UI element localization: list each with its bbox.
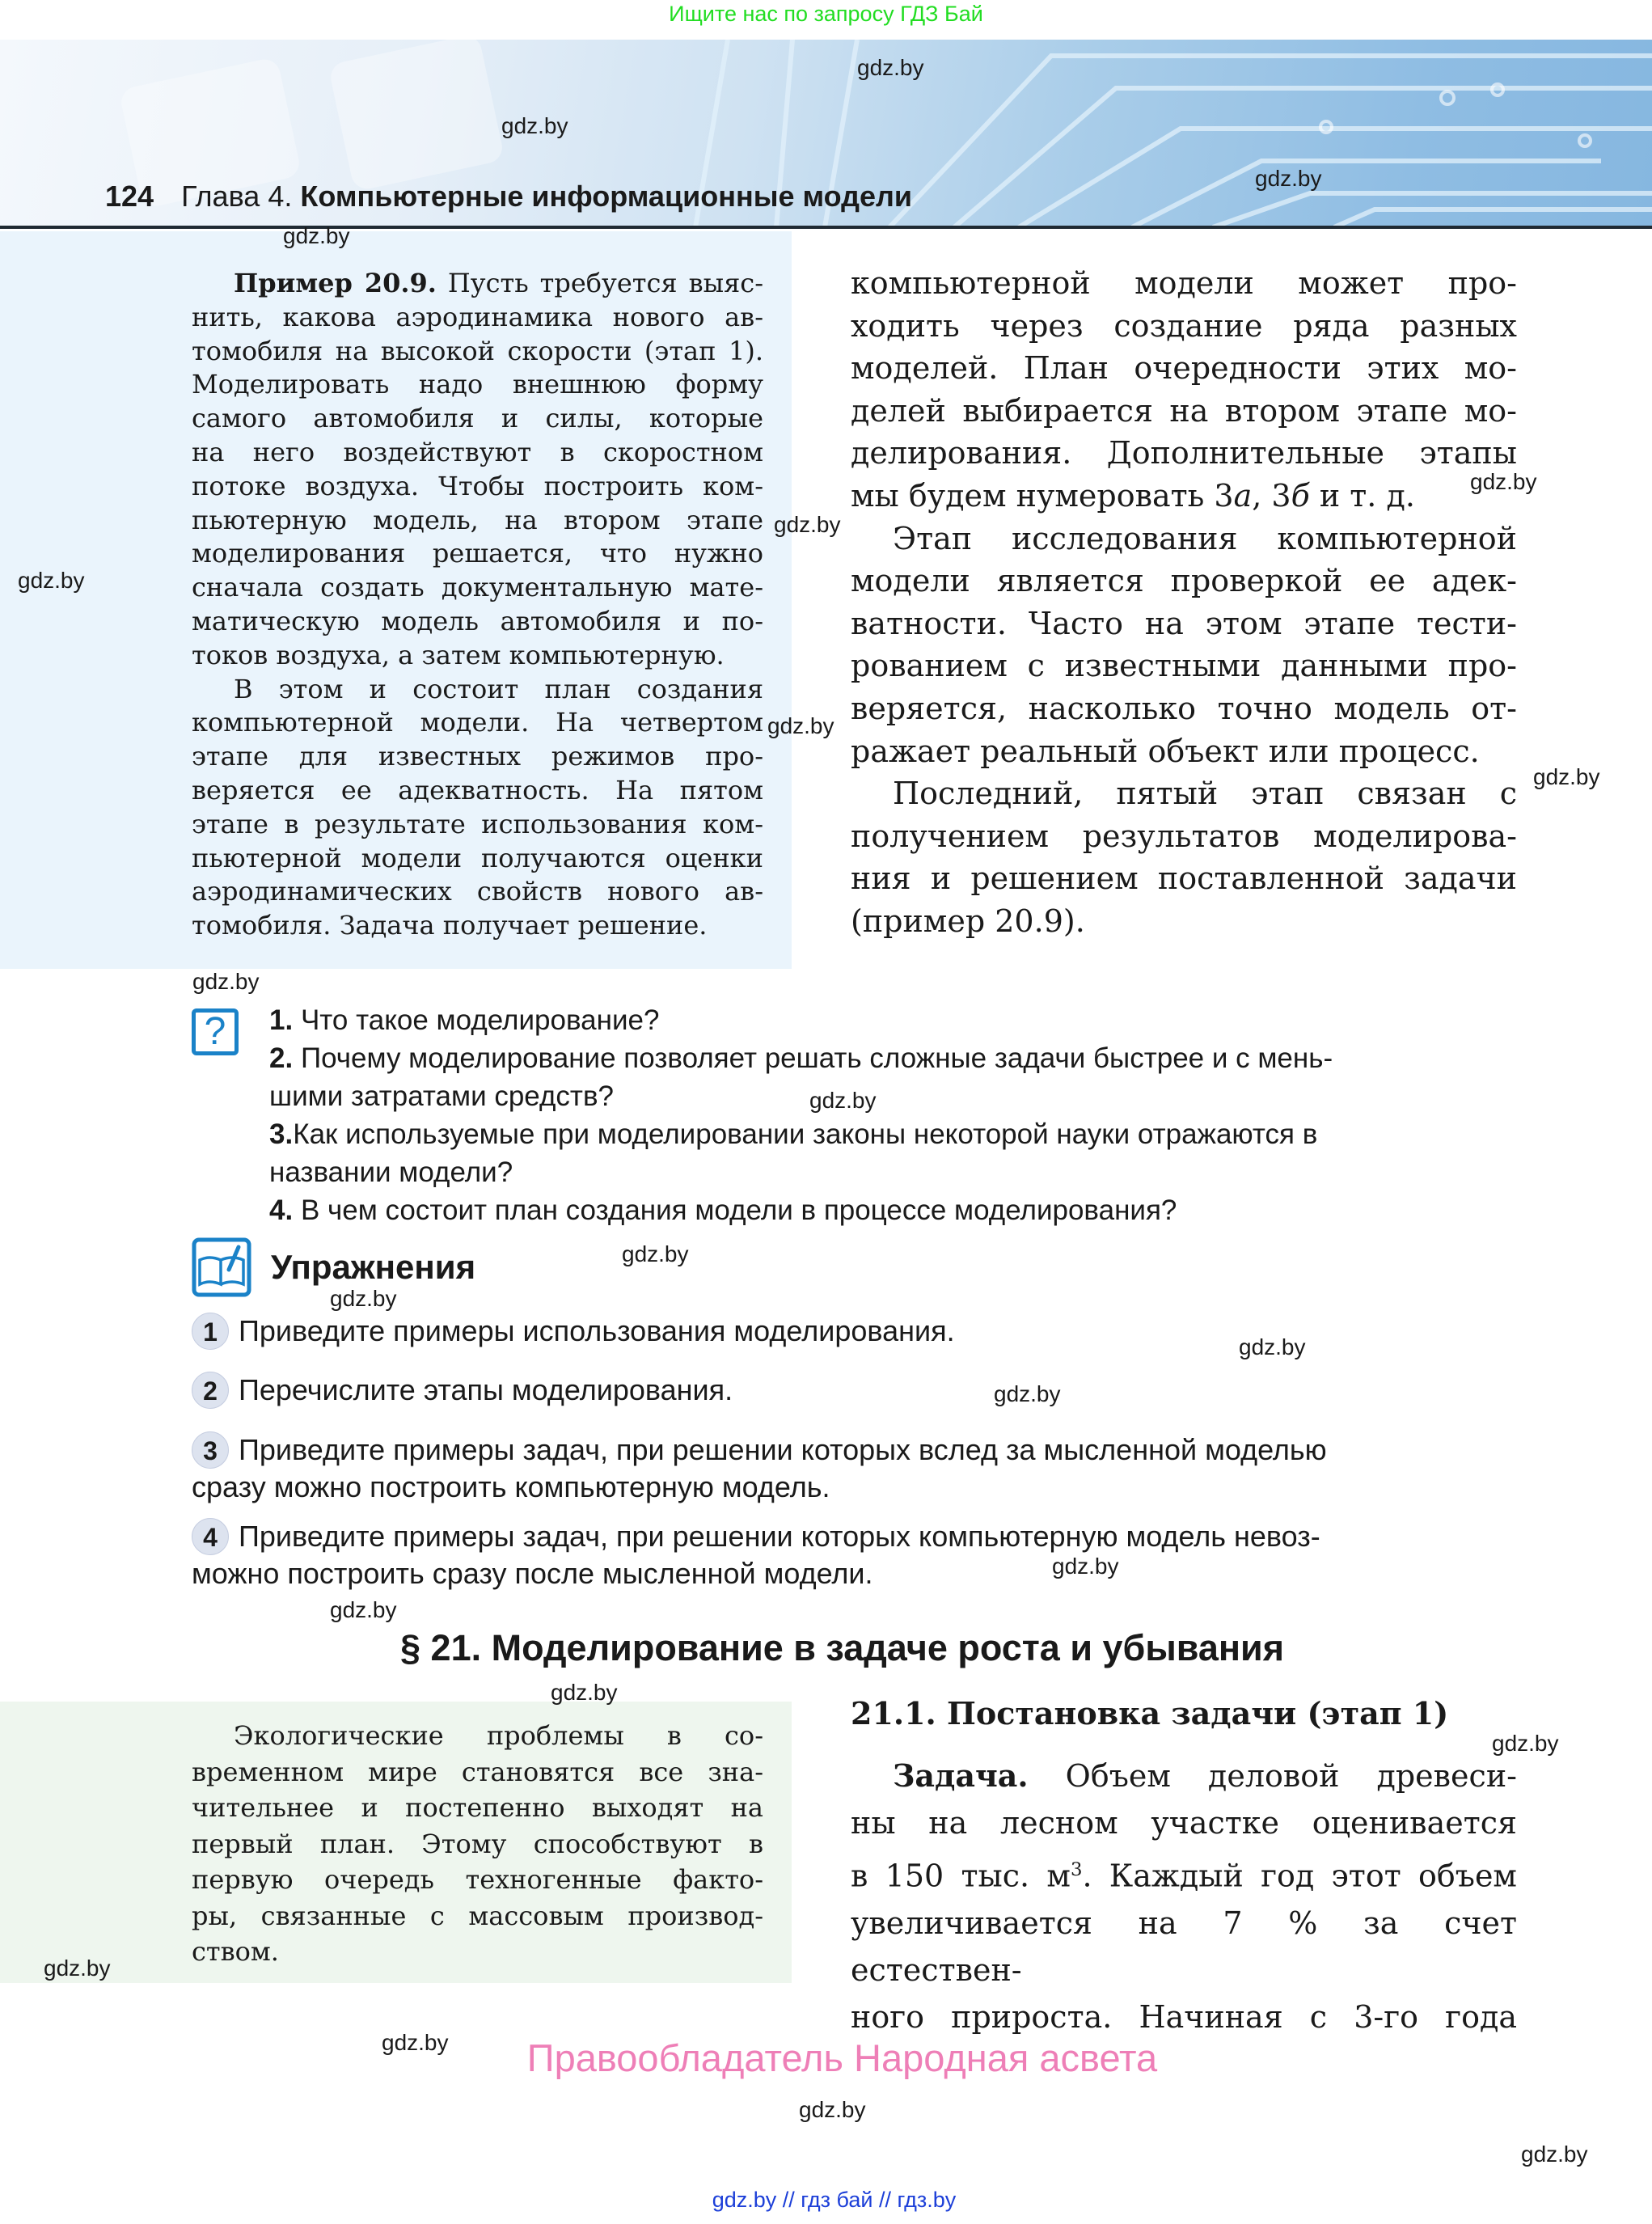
watermark: gdz.by (1533, 764, 1600, 789)
task-line: увеличивается на 7 % за счет естествен- (851, 1905, 1517, 1988)
body-line: (пример 20.9). (851, 903, 1085, 939)
exercises-title: Упражнения (271, 1248, 476, 1286)
example-label: Пример 20.9. (234, 268, 437, 298)
watermark: gdz.by (1470, 469, 1537, 494)
exercise-number-badge: 3 (192, 1431, 229, 1469)
watermark: gdz.by (1521, 2142, 1588, 2167)
task-text (851, 1753, 1517, 2040)
task-line: Задача. Объем деловой древеси- (893, 1757, 1517, 1794)
watermark: gdz.by (382, 2030, 449, 2055)
exercise-item: 2 Перечислите этапы моделирования. (192, 1372, 1519, 1409)
watermark: gdz.by (857, 55, 924, 80)
task-line: ного прироста. Начиная с 3-го года (851, 1998, 1517, 2035)
watermark: gdz.by (330, 1597, 397, 1622)
body-line: получением результатов моделирова- (851, 818, 1517, 854)
eco-line: Экологические проблемы в со- (234, 1720, 763, 1751)
exercise-item: 1 Приведите примеры использования моделирования. (192, 1313, 1519, 1350)
eco-line: ры, связанные с массовым производ- (192, 1900, 763, 1931)
header-divider (0, 226, 1652, 229)
watermark: gdz.by (809, 1088, 877, 1113)
example-line: Пример 20.9. Пусть требуется выяс- (234, 268, 763, 298)
exercise-item: 3 Приведите примеры задач, при решении которых вслед за мысленной моделью сразу можно построить компьютерную модель. (192, 1433, 1327, 1503)
question-item: 4. В чем состоит план создания модели в процессе моделирования? (269, 1194, 1177, 1226)
subsection-title: 21.1. Постановка задачи (этап 1) (851, 1695, 1449, 1731)
example-line: веряется ее адекватность. На пятом (192, 774, 763, 805)
watermark: gdz.by (192, 969, 260, 994)
example-line: компьютерной модели. На четвертом (192, 707, 763, 738)
watermark: gdz.by (1239, 1334, 1306, 1359)
copyright-notice: Правообладатель Народная асвета (526, 2036, 1158, 2079)
exercise-number-badge: 2 (192, 1372, 229, 1409)
body-line: ватности. Часто на этом этапе тести- (851, 605, 1517, 641)
watermark: gdz.by (551, 1680, 618, 1705)
review-questions (269, 1001, 1519, 1229)
watermark: gdz.by (501, 113, 568, 138)
footer-links[interactable]: gdz.by // гдз бай // гдз.by (712, 2188, 957, 2212)
example-line: пьютерную модель, на втором этапе (192, 504, 763, 535)
example-line: В этом и состоит план создания (234, 673, 763, 704)
eco-line: временном мире становятся все зна- (192, 1756, 763, 1787)
example-line: этапе в результате использования ком- (192, 808, 763, 839)
example-20-9-text (192, 267, 763, 943)
example-line: самого автомобиля и силы, которые (192, 403, 763, 434)
top-ad-link[interactable]: Ищите нас по запросу ГДЗ Бай (669, 2, 983, 26)
body-line: делей выбирается на втором этапе мо- (851, 392, 1517, 429)
body-line: ния и решением поставленной задачи (851, 860, 1517, 897)
example-line: сначала создать документальную мате- (192, 572, 763, 603)
body-line: делирования. Дополнительные этапы (851, 435, 1517, 471)
exercise-item: 4 Приведите примеры задач, при решении которых компьютерную модель невоз- можно построить сразу после мысленной модели. (192, 1520, 1320, 1590)
watermark: gdz.by (44, 1956, 111, 1981)
eco-line: первый план. Этому способствуют в (192, 1828, 763, 1859)
example-line: этапе для известных режимов про- (192, 741, 763, 772)
example-line: пьютерной модели получаются оценки (192, 842, 763, 873)
watermark: gdz.by (1255, 166, 1322, 191)
eco-intro-text (192, 1718, 763, 1970)
right-column-text (851, 262, 1517, 943)
question-icon: ? (192, 1008, 239, 1055)
example-line: томобиля. Задача получает решение. (192, 910, 708, 941)
eco-line: чительнее и постепенно выходят на (192, 1792, 763, 1823)
body-line: мы будем нумеровать 3а, 3б и т. д. (851, 477, 1415, 514)
watermark: gdz.by (799, 2097, 866, 2122)
page-number: 124 (105, 180, 154, 213)
body-line: ходить через создание ряда разных (851, 307, 1517, 344)
body-line: веряется, насколько точно модель от- (851, 690, 1517, 726)
example-line: токов воздуха, а затем компьютерную. (192, 639, 725, 670)
watermark: gdz.by (622, 1241, 689, 1266)
watermark: gdz.by (283, 223, 350, 248)
body-line: Последний, пятый этап связан с (893, 776, 1517, 812)
question-item: 2. Почему моделирование позволяет решать сложные задачи быстрее и с мень- шими затратами средств? (269, 1042, 1333, 1112)
task-line: ны на лесном участке оценивается (851, 1805, 1517, 1841)
example-line: аэродинамических свойств нового ав- (192, 876, 763, 907)
chapter-title: Компьютерные информационные модели (300, 180, 913, 213)
open-book-pen-icon (192, 1237, 251, 1297)
question-item: 1. Что такое моделирование? (269, 1004, 660, 1036)
eco-line: ством. (192, 1936, 279, 1967)
watermark: gdz.by (994, 1381, 1061, 1406)
watermark: gdz.by (1052, 1554, 1119, 1579)
watermark: gdz.by (1492, 1731, 1559, 1756)
example-line: потоке воздуха. Чтобы построить ком- (192, 470, 763, 501)
body-line: модели является проверкой ее адек- (851, 563, 1517, 599)
watermark: gdz.by (18, 568, 85, 593)
section-heading: § 21. Моделирование в задаче роста и убывания (400, 1627, 1284, 1668)
example-line: нить, какова аэродинамика нового ав- (192, 301, 763, 332)
watermark: gdz.by (774, 512, 841, 537)
body-line: ражает реальный объект или процесс. (851, 733, 1480, 769)
eco-line: первую очередь техногенные факто- (192, 1864, 763, 1895)
task-line: в 150 тыс. $м^3$. Каждый год этот объем (851, 1858, 1517, 1894)
body-line: Этап исследования компьютерной (893, 520, 1517, 556)
watermark: gdz.by (767, 713, 834, 738)
example-line: на него воздействуют в скоростном (192, 436, 763, 467)
chapter-heading (105, 180, 912, 214)
example-line: томобиля на высокой скорости (этап 1). (192, 335, 763, 366)
exercise-number-badge: 4 (192, 1518, 229, 1555)
body-line: моделей. План очередности этих мо- (851, 350, 1517, 387)
exercise-number-badge: 1 (192, 1313, 229, 1350)
task-label: Задача. (893, 1757, 1029, 1794)
body-line: рованием с известными данными про- (851, 648, 1517, 684)
example-line: моделирования решается, что нужно (192, 538, 763, 569)
body-line: компьютерной модели может про- (851, 265, 1517, 301)
example-line: матическую модель автомобиля и по- (192, 605, 763, 636)
watermark: gdz.by (330, 1286, 397, 1311)
chapter-prefix: Глава 4. (181, 180, 293, 213)
question-item: 3.Как используемые при моделировании законы некоторой науки отражаются в названии модели? (269, 1118, 1318, 1188)
example-line: Моделировать надо внешнюю форму (192, 369, 763, 400)
